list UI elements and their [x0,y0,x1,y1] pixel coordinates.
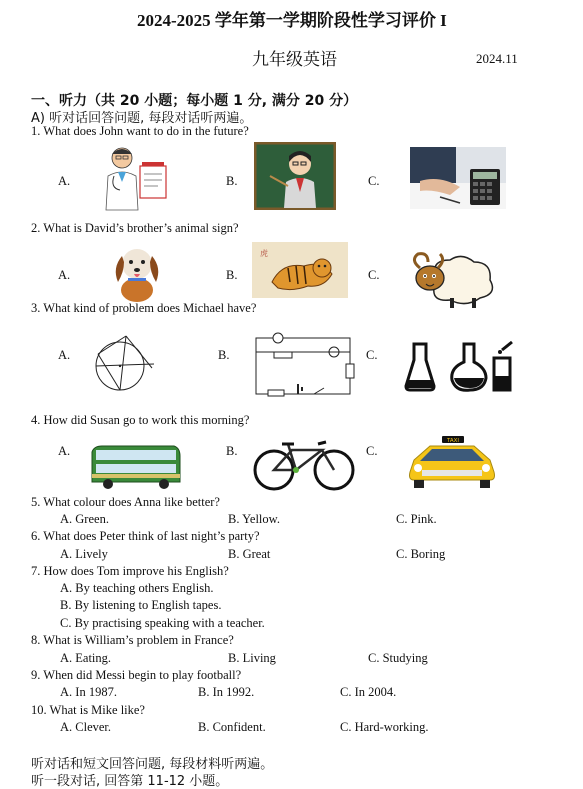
q5-option-b: B. Yellow. [228,512,280,526]
geometry-picture [84,330,158,392]
q4-option-b: B. [226,444,238,458]
question-5: 5. What colour does Anna like better? [31,495,220,509]
teacher-picture [254,142,336,210]
q3-option-a: A. [58,348,71,362]
question-7: 7. How does Tom improve his English? [31,564,229,578]
q1-option-c: C. [368,174,380,188]
circuit-picture [248,328,358,398]
q8-option-c: C. Studying [368,651,428,665]
sheep-picture [406,248,504,310]
q7-option-c: C. By practising speaking with a teacher. [60,616,265,630]
q7-option-a: A. By teaching others English. [60,581,214,595]
q1-option-a: A. [58,174,71,188]
q9-option-a: A. In 1987. [60,685,117,699]
bus-picture [88,444,182,490]
q7-option-b: B. By listening to English tapes. [60,598,222,612]
taxi-sign-text: TAXI [446,438,460,444]
q5-option-c: C. Pink. [396,512,437,526]
part-b-instruction: 听对话和短文回答问题, 每段材料听两遍。 [31,757,274,772]
question-8: 8. What is William’s problem in France? [31,633,234,647]
exam-date: 2024.11 [476,51,518,66]
taxi-picture [404,434,500,490]
q4-option-a: A. [58,444,71,458]
q1-option-b: B. [226,174,238,188]
q4-option-c: C. [366,444,378,458]
bicycle-picture [252,436,356,492]
q3-option-c: C. [366,348,378,362]
part-b-dialogue-instruction: 听一段对话, 回答第 11-12 小题。 [31,774,229,789]
q10-option-c: C. Hard-working. [340,720,429,734]
q2-option-b: B. [226,268,238,282]
question-1: 1. What does John want to do in the future? [31,124,249,138]
question-4: 4. How did Susan go to work this morning? [31,413,250,427]
part-a-instruction: A) 听对话回答问题, 每段对话听两遍。 [31,111,253,126]
q2-option-a: A. [58,268,71,282]
q9-option-c: C. In 2004. [340,685,397,699]
accountant-picture [410,147,506,209]
question-6: 6. What does Peter think of last night’s party? [31,529,260,543]
exam-title: 2024-2025 学年第一学期阶段性学习评价 I [137,11,447,30]
q3-option-b: B. [218,348,230,362]
dog-picture [108,242,166,304]
section-heading: 一、听力（共 20 小题；每小题 1 分, 满分 20 分） [31,93,358,109]
q10-option-b: B. Confident. [198,720,266,734]
doctor-picture [100,142,172,212]
q9-option-b: B. In 1992. [198,685,255,699]
exam-subtitle: 九年级英语 [252,50,337,70]
tiger-stamp-text: 虎 [260,249,268,258]
q5-option-a: A. Green. [60,512,109,526]
chemistry-picture [404,340,516,392]
q8-option-b: B. Living [228,651,276,665]
question-10: 10. What is Mike like? [31,703,145,717]
question-3: 3. What kind of problem does Michael have? [31,301,257,315]
question-9: 9. When did Messi begin to play football? [31,668,242,682]
question-2: 2. What is David’s brother’s animal sign? [31,221,239,235]
tiger-picture [252,242,348,298]
q8-option-a: A. Eating. [60,651,112,665]
q6-option-b: B. Great [228,547,271,561]
q2-option-c: C. [368,268,380,282]
q6-option-a: A. Lively [60,547,108,561]
q10-option-a: A. Clever. [60,720,112,734]
q6-option-c: C. Boring [396,547,446,561]
